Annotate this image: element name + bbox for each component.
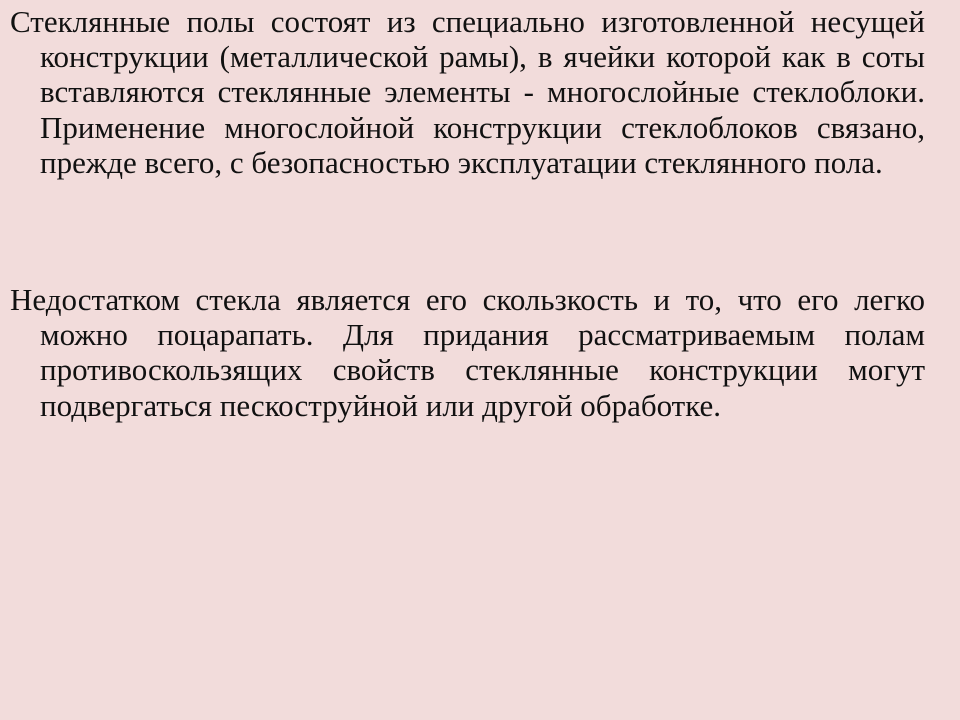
paragraph-glass-disadvantages: Недостатком стекла является его скользкость и то, что его легко можно поцарапать. Для придания рассматриваемым полам противоскользящих свойств стеклянные конструкции могут подвергаться пескоструйной или другой обработке.: [10, 282, 925, 423]
paragraph-glass-floor-construction: Стеклянные полы состоят из специально изготовленной несущей конструкции (металлической рамы), в ячейки которой как в соты вставляются стеклянные элементы - многослойные стеклоблоки. Применение многослойной конструкции стеклоблоков связано, прежде всего, с безопасностью эксплуатации стеклянного пола.: [10, 4, 925, 180]
